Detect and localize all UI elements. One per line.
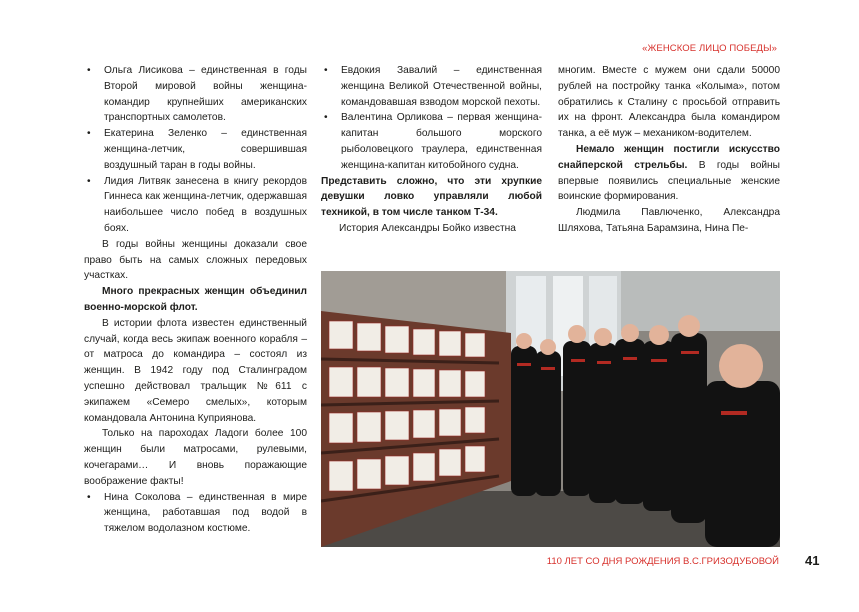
bold-subheading: Много прекрасных женщин объединил военно-морской флот. (84, 286, 307, 313)
bullet-icon: • (87, 65, 91, 76)
paragraph: История Александры Бойко известна (339, 222, 516, 234)
bold-lead: Немало женщин постигли искусство снайперской стрельбы. (558, 143, 780, 171)
section-header: «ЖЕНСКОЕ ЛИЦО ПОБЕДЫ» (642, 43, 777, 54)
bullet-list (84, 490, 307, 537)
exhibition-photo (321, 271, 780, 547)
list-item: • Екатерина Зеленко – единственная женщина-летчик, совершившая воздушный таран в годы войны. (87, 128, 307, 171)
footer-caption: 110 ЛЕТ СО ДНЯ РОЖДЕНИЯ В.С.ГРИЗОДУБОВОЙ (546, 556, 779, 567)
paragraph: Немало женщин постигли искусство снайперской стрельбы. В годы войны впервые появились специальные женские воинские формирования. (558, 143, 780, 203)
paragraph: многим. Вместе с мужем они сдали 50000 рублей на постройку танка «Колыма», потом обратились к Сталину с просьбой отправить их на фронт. Александра была командиром танка, а её муж – механиком-водителем. (558, 65, 780, 140)
text-column-2 (321, 63, 542, 237)
bullet-list (84, 63, 307, 237)
bullet-icon: • (324, 65, 328, 76)
list-item: • Ольга Лисикова – единственная в годы Второй мировой войны женщина-командир крупнейших американских транспортных самолетов. (87, 65, 307, 124)
list-item: • Валентина Орликова – первая женщина-капитан большого морского рыболовецкого траулера, единственная женщина-капитан китобойного судна. (324, 112, 542, 171)
bullet-icon: • (324, 112, 328, 124)
paragraph: В годы войны женщины доказали свое право быть на самых сложных передовых участках. (84, 238, 307, 282)
list-item: • Нина Соколова – единственная в мире женщина, работавшая под водой в тяжелом водолазном костюме. (87, 491, 307, 535)
list-item: • Лидия Литвяк занесена в книгу рекордов Гиннеса как женщина-летчик, одержавшая наибольшее число побед в воздушных боях. (87, 175, 307, 234)
text-column-3 (558, 63, 780, 237)
bullet-icon: • (87, 491, 91, 503)
text-column-1 (84, 63, 307, 537)
paragraph: В истории флота известен единственный случай, когда весь экипаж военного корабля – от матроса до командира – состоял из женщин. В 1942 году под Сталинградом успешно действовал тральщик №611 с экипажем «Семеро смелых», которым командовала Антонина Куприянова. (84, 317, 307, 424)
paragraph: Только на пароходах Ладоги более 100 женщин были матросами, рулевыми, кочегарами… И вновь поражающие воображение факты! (84, 428, 307, 487)
bullet-list (321, 63, 542, 174)
paragraph: Людмила Павлюченко, Александра Шляхова, Татьяна Барамзина, Нина Пе- (558, 207, 780, 234)
bullet-icon: • (87, 175, 91, 187)
bold-subheading: Представить сложно, что эти хрупкие девушки ловко управляли любой техникой, в том числе танком Т-34. (321, 175, 542, 219)
bullet-icon: • (87, 128, 91, 140)
list-item: • Евдокия Завалий – единственная женщина Великой Отечественной войны, командовавшая взводом морской пехоты. (324, 65, 542, 108)
page-number: 41 (805, 553, 820, 568)
